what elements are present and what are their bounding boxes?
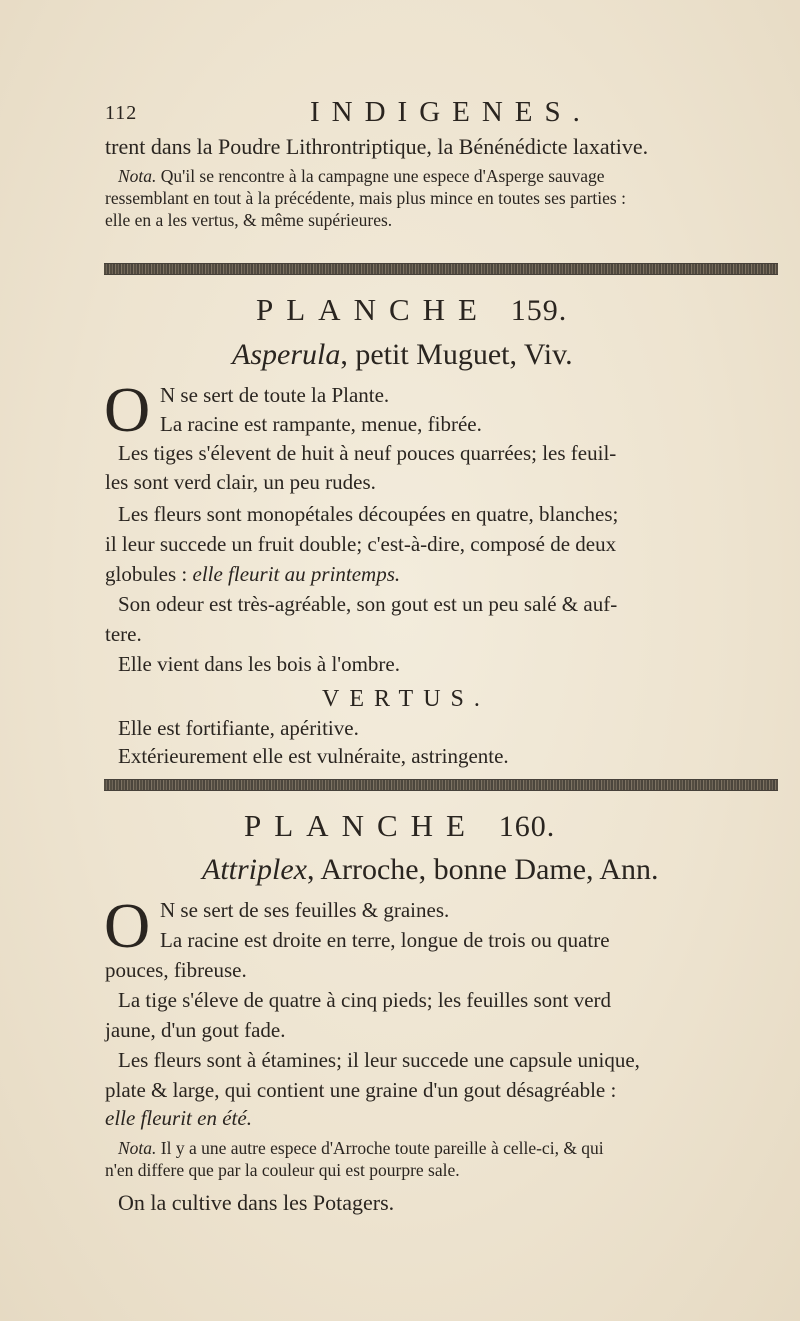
body-line [105, 1106, 252, 1131]
ornamental-rule [104, 263, 778, 275]
body-line: Son odeur est très-agréable, son gout est un peu salé & auf- [118, 592, 618, 616]
closing-line: On la cultive dans les Potagers. [118, 1190, 395, 1215]
flowering-note: elle fleurit en été. [105, 1106, 252, 1130]
planche-heading [244, 808, 555, 844]
flowering-note: elle fleurit au printemps. [192, 562, 401, 586]
planche-number: 160. [498, 810, 556, 843]
plant-name [232, 338, 573, 372]
body-line [105, 562, 400, 587]
plant-name [202, 853, 659, 887]
body-line: jaune, d'un gout fade. [105, 1018, 286, 1042]
vertus-line: Elle est fortifiante, apéritive. [118, 716, 359, 740]
plant-latin-name: Asperula [232, 338, 341, 371]
nota-line [118, 1138, 604, 1159]
body-line: Les tiges s'élevent de huit à neuf pouces quarrées; les feuil- [118, 441, 617, 465]
plant-common-name: , Arroche, bonne Dame, Ann. [306, 853, 659, 886]
body-line: Les fleurs sont monopétales découpées en quatre, blanches; [118, 502, 619, 526]
nota-text: Il y a une autre espece d'Arroche toute pareille à celle-ci, & qui [160, 1138, 604, 1158]
body-line: Elle vient dans les bois à l'ombre. [118, 652, 400, 676]
body-line: N se sert de toute la Plante. [160, 383, 390, 407]
planche-label: PLANCHE [256, 292, 490, 327]
vertus-heading: VERTUS. [322, 686, 490, 712]
intro-nota-line: elle en a les vertus, & même supérieures. [105, 210, 393, 230]
planche-heading [256, 292, 567, 328]
plant-latin-name: Attriplex [202, 853, 307, 886]
planche-number: 159. [510, 294, 568, 327]
plant-common-name: , petit Muguet, Viv. [340, 338, 573, 371]
running-title: INDIGENES. [310, 96, 592, 128]
drop-cap: O [104, 374, 151, 445]
nota-label: Nota. [118, 1138, 157, 1158]
body-line: les sont verd clair, un peu rudes. [105, 470, 376, 494]
body-line: La tige s'éleve de quatre à cinq pieds; les feuilles sont verd [118, 988, 612, 1012]
intro-nota-line: ressemblant en tout à la précédente, mais plus mince en toutes ses parties : [105, 188, 626, 208]
vertus-line: Extérieurement elle est vulnéraite, astringente. [118, 744, 509, 768]
body-line: La racine est droite en terre, longue de trois ou quatre [160, 928, 610, 952]
nota-line: n'en differe que par la couleur qui est pourpre sale. [105, 1160, 460, 1180]
intro-line: trent dans la Poudre Lithrontriptique, la Bénénédicte laxative. [105, 134, 649, 159]
page-number: 112 [105, 102, 138, 124]
body-line: N se sert de ses feuilles & graines. [160, 898, 450, 922]
body-line: il leur succede un fruit double; c'est-à-dire, composé de deux [105, 532, 617, 556]
nota-text: Qu'il se rencontre à la campagne une espece d'Asperge sauvage [160, 166, 605, 186]
intro-nota-line [118, 166, 605, 187]
drop-cap: O [104, 890, 151, 961]
nota-label: Nota. [118, 166, 157, 186]
ornamental-rule [104, 779, 778, 791]
body-line: Les fleurs sont à étamines; il leur succede une capsule unique, [118, 1048, 640, 1072]
body-line: La racine est rampante, menue, fibrée. [160, 412, 482, 436]
planche-label: PLANCHE [244, 808, 478, 843]
body-line: pouces, fibreuse. [105, 958, 247, 982]
body-text: globules : [105, 562, 188, 586]
body-line: plate & large, qui contient une graine d'un gout désagréable : [105, 1078, 617, 1102]
body-line: tere. [105, 622, 142, 646]
